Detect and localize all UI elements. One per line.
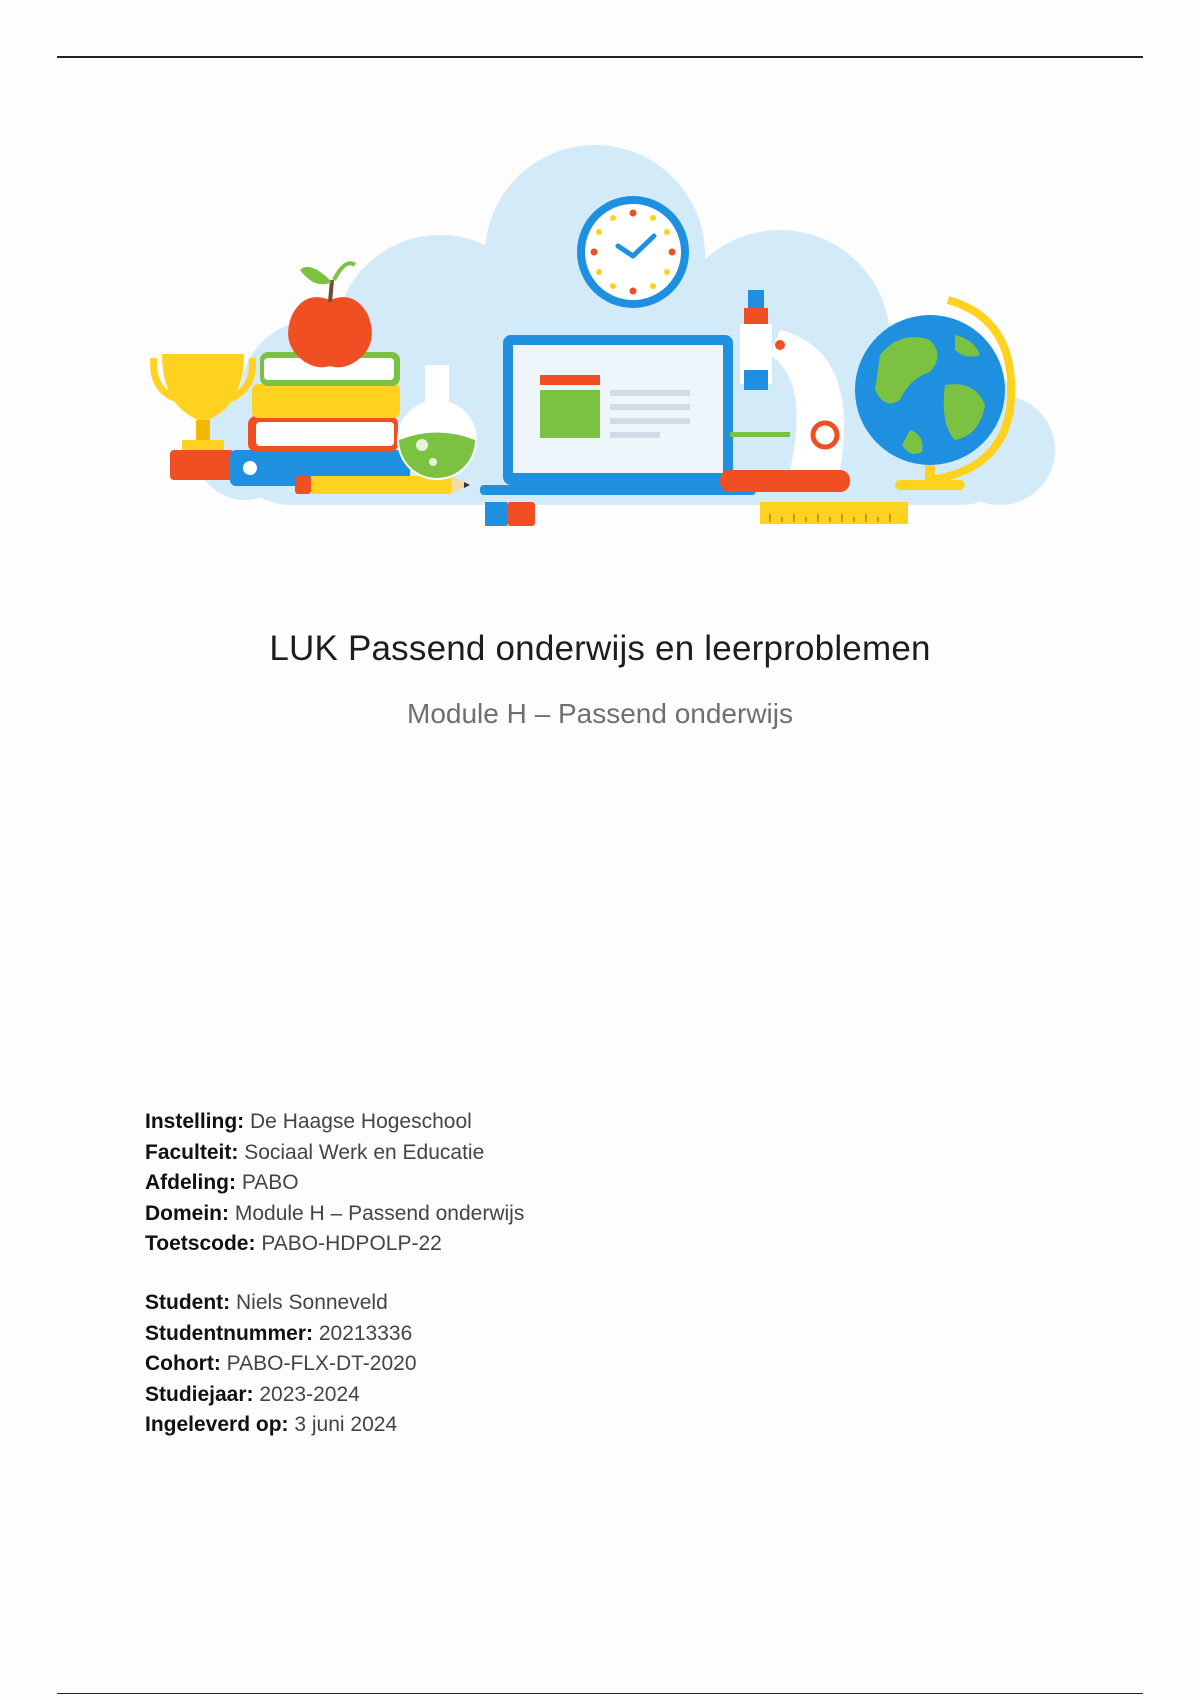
info-row-studiejaar xyxy=(145,1380,417,1411)
info-value: 3 juni 2024 xyxy=(294,1413,398,1436)
info-value: Module H – Passend onderwijs xyxy=(234,1201,525,1225)
info-label: Domein: xyxy=(145,1201,229,1225)
info-label: Faculteit: xyxy=(145,1140,239,1164)
document-title: LUK Passend onderwijs en leerproblemen xyxy=(269,629,931,668)
info-row-cohort xyxy=(145,1349,417,1380)
institution-info xyxy=(145,1107,524,1260)
document-subtitle: Module H – Passend onderwijs xyxy=(407,698,793,729)
ruler-icon xyxy=(760,502,908,524)
info-row-domein xyxy=(145,1199,524,1230)
eraser-icon xyxy=(485,502,535,526)
info-label: Afdeling: xyxy=(145,1171,236,1194)
info-value: Sociaal Werk en Educatie xyxy=(244,1140,485,1164)
header-rule xyxy=(57,56,1143,58)
info-label: Studiejaar: xyxy=(145,1382,254,1406)
info-row-instelling xyxy=(145,1107,524,1138)
info-value: 2023-2024 xyxy=(259,1382,360,1406)
info-label: Toetscode: xyxy=(145,1232,256,1255)
info-row-student xyxy=(145,1288,417,1319)
info-label: Ingeleverd op: xyxy=(145,1413,289,1436)
education-illustration xyxy=(140,140,1090,560)
info-label: Student: xyxy=(145,1291,231,1314)
info-row-afdeling xyxy=(145,1168,524,1199)
info-label: Instelling: xyxy=(145,1110,245,1133)
info-row-toetscode xyxy=(145,1229,524,1260)
info-value: PABO-HDPOLP-22 xyxy=(261,1232,442,1255)
clock-icon xyxy=(577,196,689,308)
info-value: Niels Sonneveld xyxy=(236,1291,388,1314)
info-value: PABO-FLX-DT-2020 xyxy=(226,1352,417,1375)
info-value: 20213336 xyxy=(318,1321,413,1345)
student-info xyxy=(145,1288,417,1441)
info-value: De Haagse Hogeschool xyxy=(250,1110,472,1133)
info-row-faculteit xyxy=(145,1138,524,1169)
info-label: Cohort: xyxy=(145,1352,221,1375)
info-row-studentnummer xyxy=(145,1319,417,1350)
info-label: Studentnummer: xyxy=(145,1321,313,1345)
info-row-ingeleverd xyxy=(145,1410,417,1441)
info-value: PABO xyxy=(241,1171,299,1194)
footer-rule xyxy=(57,1693,1143,1694)
laptop-icon xyxy=(480,335,756,495)
